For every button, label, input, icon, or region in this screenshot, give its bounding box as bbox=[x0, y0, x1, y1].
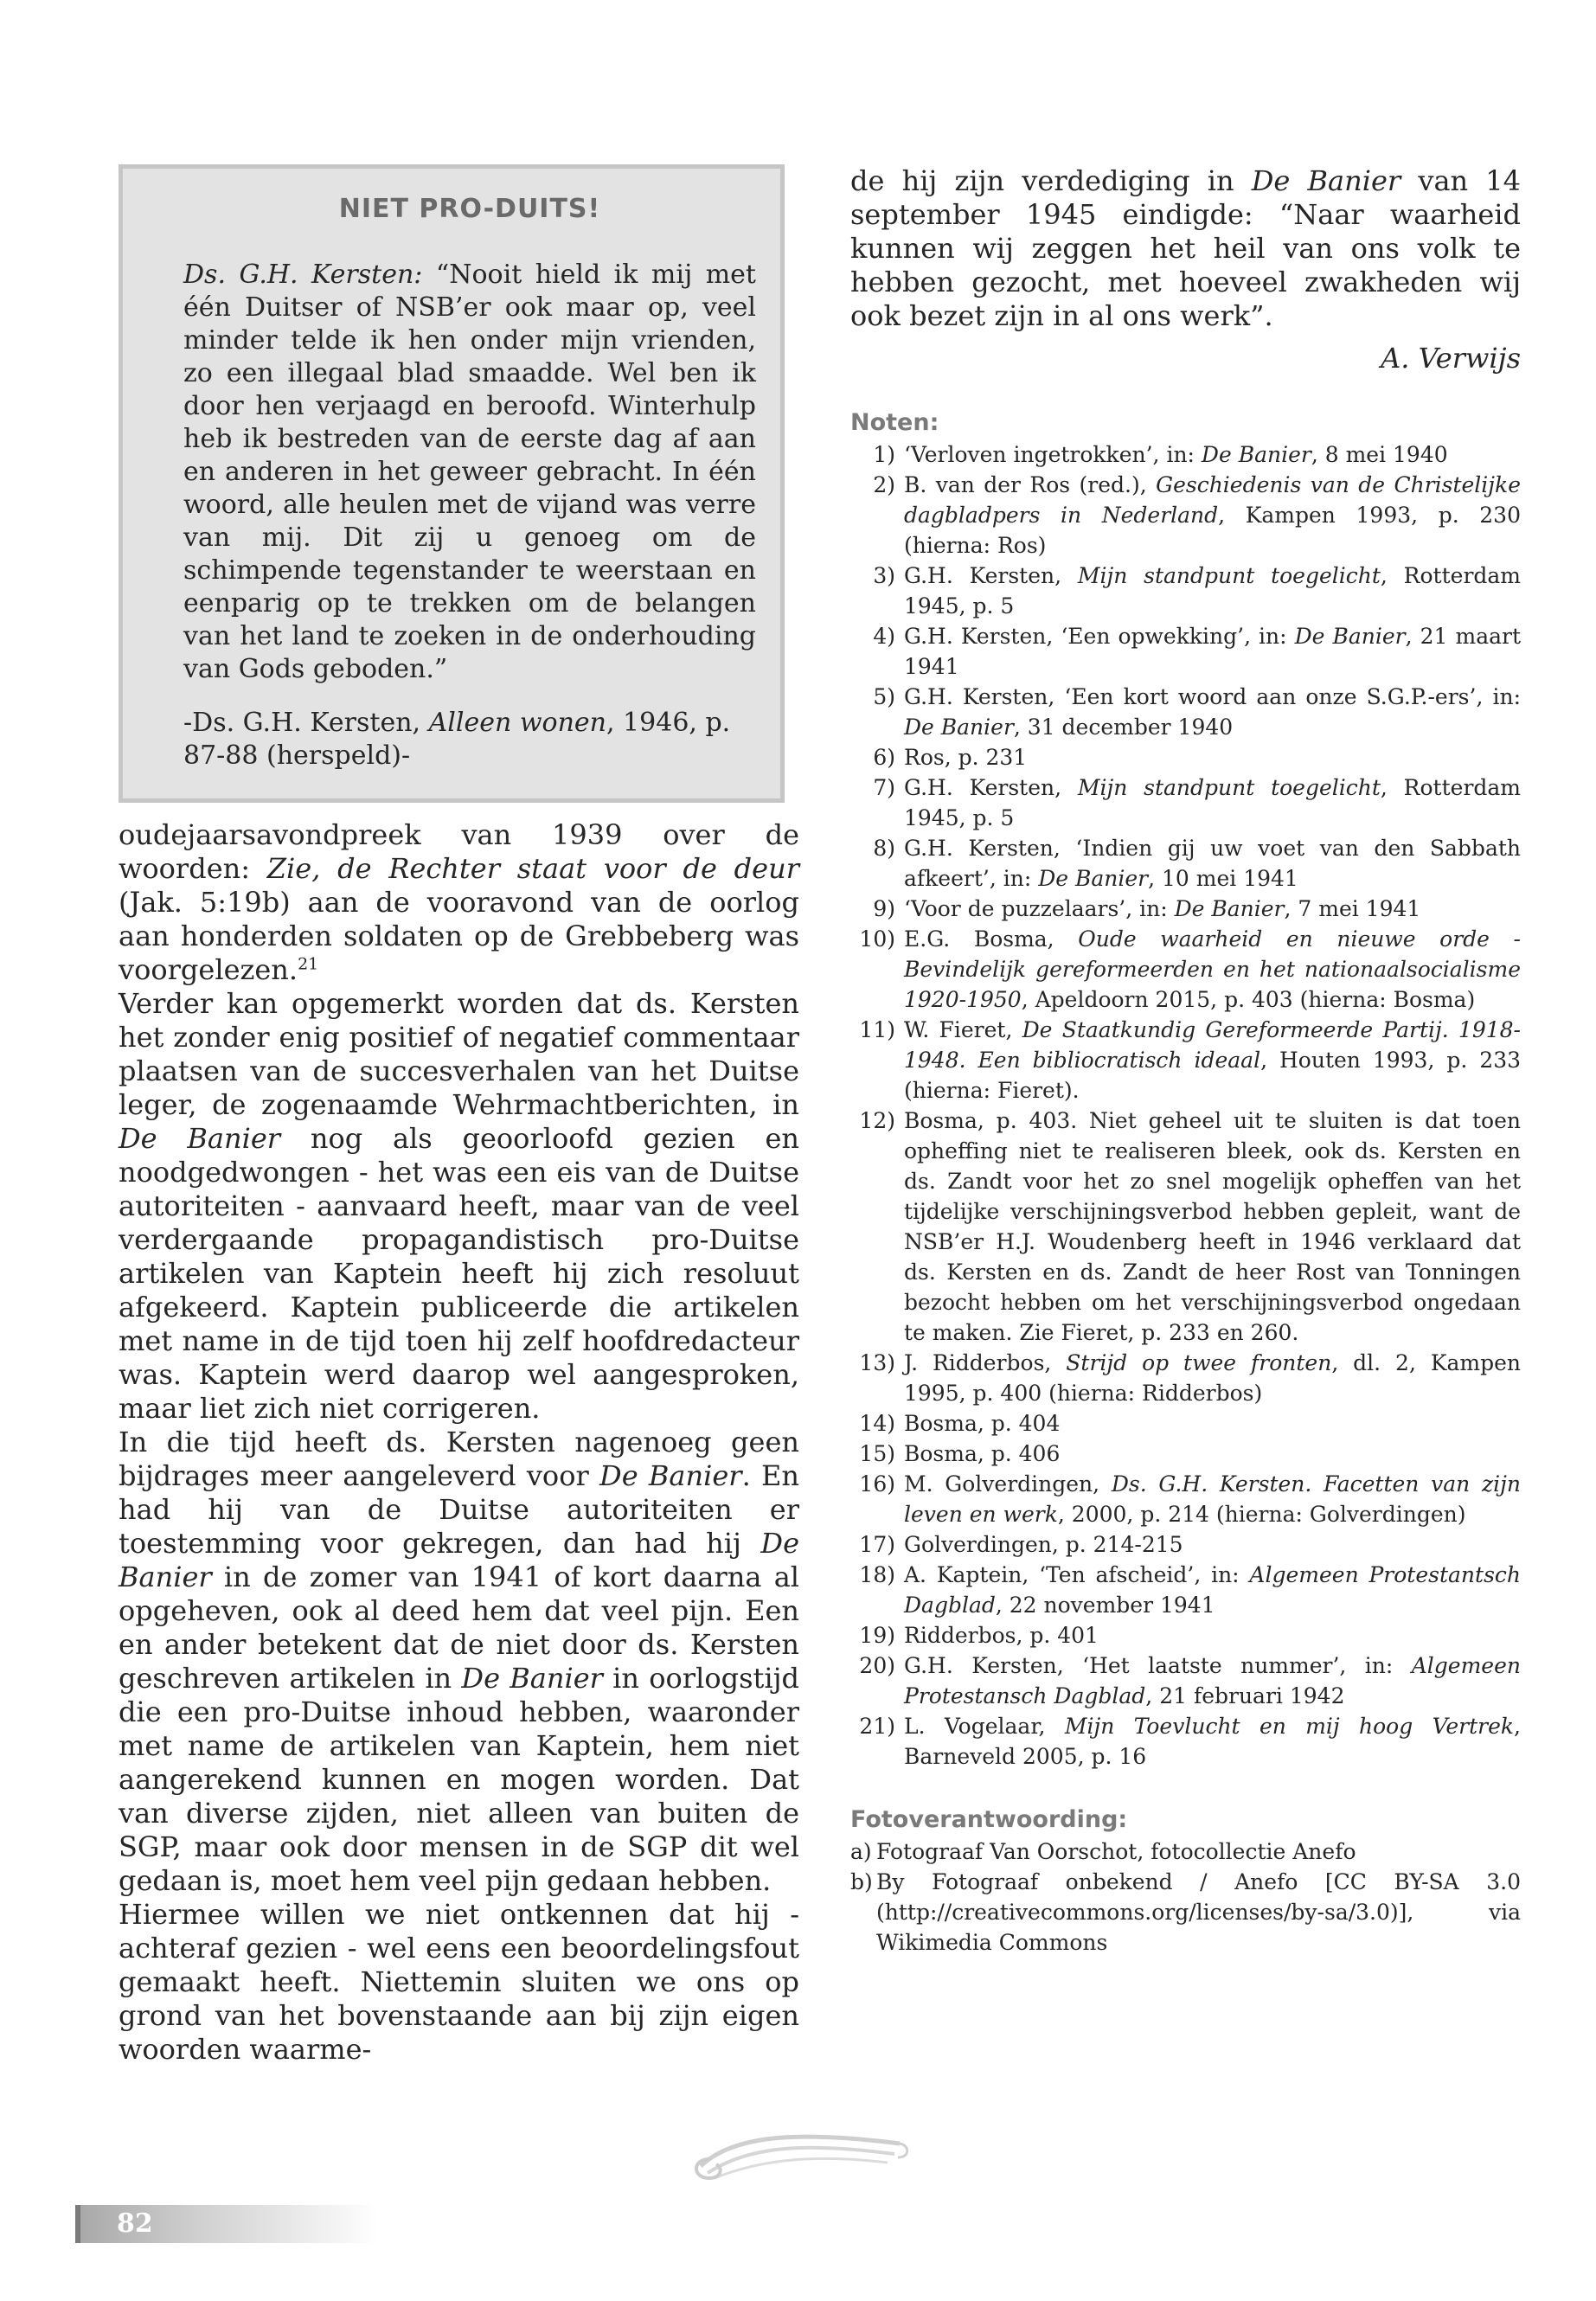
note-item bbox=[850, 1439, 1521, 1469]
note-text: G.H. Kersten, Mijn standpunt toegelicht, Rotterdam 1945, p. 5 bbox=[904, 563, 1522, 619]
note-text: Golverdingen, p. 214-215 bbox=[904, 1532, 1183, 1557]
page-number: 82 bbox=[117, 2208, 153, 2239]
credit-item bbox=[850, 1867, 1521, 1958]
note-number: 3) bbox=[873, 563, 895, 588]
quote-text: Ds. G.H. Kersten: “Nooit hield ik mij met één Duitser of NSB’er ook maar op, veel minder telde ik hen onder mijn vrienden, zo een illegaal blad smaadde. Wel ben ik door hen verjaagd en beroofd. Winterhulp heb ik bestreden van de eerste dag af aan en anderen in het geweer gebracht. In één woord, alle heulen met de vijand was verre van mij. Dit zij u genoeg om de schimpende tegenstander te weerstaan en eenparig op te trekken om de belangen van het land te zoeken in de onderhouding van Gods geboden.” bbox=[183, 260, 756, 684]
paragraph: Hiermee willen we niet ontkennen dat hij - achteraf gezien - wel eens een beoordelingsfout gemaakt heeft. Niettemin sluiten we ons op grond van het bovenstaande aan bij zijn eigen woorden waarme- bbox=[119, 1898, 799, 2066]
note-number: 9) bbox=[873, 896, 895, 921]
note-text: E.G. Bosma, Oude waarheid en nieuwe orde - Bevindelijk gereformeerden en het nationaalsocialisme 1920-1950, Apeldoorn 2015, p. 403 (hierna: Bosma) bbox=[904, 926, 1521, 1012]
note-text: Bosma, p. 406 bbox=[904, 1441, 1061, 1466]
note-text: G.H. Kersten, ‘Een kort woord aan onze S.G.P.-ers’, in: De Banier, 31 december 1940 bbox=[904, 684, 1521, 740]
note-text: W. Fieret, De Staatkundig Gereformeerde Partij. 1918-1948. Een bibliocratisch ideaal, Houten 1993, p. 233 (hierna: Fieret). bbox=[904, 1017, 1522, 1103]
author-signature: A. Verwijs bbox=[1381, 342, 1521, 375]
note-text: A. Kaptein, ‘Ten afscheid’, in: Algemeen Protestantsch Dagblad, 22 november 1941 bbox=[904, 1562, 1522, 1618]
note-item bbox=[850, 682, 1521, 742]
credit-item bbox=[850, 1836, 1521, 1867]
note-number: 19) bbox=[859, 1623, 895, 1648]
note-item bbox=[850, 561, 1521, 621]
note-number: 15) bbox=[859, 1441, 895, 1466]
note-item bbox=[850, 1529, 1521, 1560]
note-item bbox=[850, 1620, 1521, 1650]
note-number: 12) bbox=[859, 1108, 895, 1133]
note-text: B. van der Ros (red.), Geschiedenis van de Christelijke dagbladpers in Nederland, Kampen 1993, p. 230 (hierna: Ros) bbox=[904, 472, 1521, 558]
note-text: G.H. Kersten, ‘Een opwekking’, in: De Banier, 21 maart 1941 bbox=[904, 624, 1522, 679]
note-number: 10) bbox=[859, 926, 895, 952]
note-text: Bosma, p. 403. Niet geheel uit te sluiten is dat toen opheffing niet te realiseren bleek, ook ds. Kersten en ds. Zandt voor het zo snel mogelijk opheffen van het tijdelijke verschijningsverbod hebben gepleit, want de NSB’er H.J. Woudenberg heeft in 1946 verklaard dat ds. Kersten en ds. Zandt de heer Rost van Tonningen bezocht hebben om het verschijningsverbod ongedaan te maken. Zie Fieret, p. 233 en 260. bbox=[904, 1108, 1521, 1345]
note-number: 11) bbox=[859, 1017, 895, 1042]
quote-source: -Ds. G.H. Kersten, Alleen wonen, 1946, p. 87-88 (herspeld)- bbox=[183, 708, 731, 771]
note-text: Bosma, p. 404 bbox=[904, 1411, 1061, 1436]
note-text: G.H. Kersten, ‘Het laatste nummer’, in: Algemeen Protestansch Dagblad, 21 februari 1942 bbox=[904, 1653, 1521, 1708]
note-number: 2) bbox=[873, 472, 895, 497]
note-number: 18) bbox=[859, 1562, 895, 1587]
note-item bbox=[850, 924, 1521, 1015]
quote-box-title: NIET PRO-DUITS! bbox=[338, 194, 601, 224]
note-item bbox=[850, 772, 1521, 833]
note-item bbox=[850, 621, 1521, 682]
note-text: ‘Voor de puzzelaars’, in: De Banier, 7 mei 1941 bbox=[904, 896, 1421, 921]
paragraph: In die tijd heeft ds. Kersten nagenoeg geen bijdrages meer aangeleverd voor De Banier. En had hij van de Duitse autoriteiten er toestemming voor gekregen, dan had hij De Banier in de zomer van 1941 of kort daarna al opgeheven, ook al deed hem dat veel pijn. Een en ander betekent dat de niet door ds. Kersten geschreven artikelen in De Banier in oorlogstijd die een pro-Duitse inhoud hebben, waaronder met name de artikelen van Kaptein, hem niet aangerekend kunnen en mogen worden. Dat van diverse zijden, niet alleen van buiten de SGP, maar ook door mensen in de SGP dit wel gedaan is, moet hem veel pijn gedaan hebben. bbox=[119, 1426, 800, 1897]
paragraph: de hij zijn verdediging in De Banier van 14 september 1945 eindigde: “Naar waarheid kunnen wij zeggen het heil van ons volk te hebben gezocht, met hoeveel zwakheden wij ook bezet zijn in al ons werk”. bbox=[850, 164, 1522, 332]
note-text: L. Vogelaar, Mijn Toevlucht en mij hoog Vertrek, Barneveld 2005, p. 16 bbox=[904, 1714, 1521, 1769]
notes-list bbox=[850, 439, 1521, 1772]
right-column bbox=[850, 164, 1521, 1958]
notes-heading: Noten: bbox=[850, 409, 939, 436]
note-text: ‘Verloven ingetrokken’, in: De Banier, 8 mei 1940 bbox=[904, 442, 1448, 467]
note-number: 7) bbox=[873, 775, 895, 800]
note-number: 14) bbox=[859, 1411, 895, 1436]
note-item bbox=[850, 894, 1521, 924]
note-number: 17) bbox=[859, 1532, 895, 1557]
note-number: 6) bbox=[873, 745, 895, 770]
note-text: G.H. Kersten, ‘Indien gij uw voet van den Sabbath afkeert’, in: De Banier, 10 mei 1941 bbox=[904, 836, 1521, 891]
quote-speaker: Ds. G.H. Kersten: bbox=[183, 260, 423, 290]
paragraph: oudejaarsavondpreek van 1939 over de woorden: Zie, de Rechter staat voor de deur (Jak. 5:19b) aan de vooravond van de oorlog aan honderden soldaten op de Grebbeberg was voorgelezen.$^{21}$ bbox=[119, 818, 799, 986]
article-body-left bbox=[119, 818, 799, 2067]
credit-text: Fotograaf Van Oorschot, fotocollectie Anefo bbox=[876, 1839, 1356, 1864]
note-item bbox=[850, 439, 1521, 470]
page-number-bar-edge bbox=[75, 2205, 80, 2243]
note-number: 16) bbox=[859, 1471, 895, 1497]
note-text: Ridderbos, p. 401 bbox=[904, 1623, 1099, 1648]
credits-list bbox=[850, 1836, 1521, 1958]
note-text: Ros, p. 231 bbox=[904, 745, 1028, 770]
quote-box bbox=[119, 164, 785, 803]
note-number: 5) bbox=[873, 684, 895, 709]
credit-label: a) bbox=[850, 1839, 872, 1864]
note-item bbox=[850, 470, 1521, 561]
note-number: 8) bbox=[873, 836, 895, 861]
note-number: 21) bbox=[859, 1714, 895, 1739]
note-item bbox=[850, 1650, 1521, 1711]
article-body-right bbox=[850, 164, 1521, 333]
credit-label: b) bbox=[850, 1869, 873, 1894]
note-item bbox=[850, 1348, 1521, 1408]
note-text: J. Ridderbos, Strijd op twee fronten, dl. 2, Kampen 1995, p. 400 (hierna: Ridderbos) bbox=[904, 1350, 1522, 1406]
note-item bbox=[850, 1560, 1521, 1620]
note-number: 1) bbox=[873, 442, 895, 467]
credit-text: By Fotograaf onbekend / Anefo [CC BY-SA 3.0 (http://creativecommons.org/licenses/by-sa/3.0)], via Wikimedia Commons bbox=[876, 1869, 1521, 1955]
left-column bbox=[119, 164, 799, 2067]
note-number: 13) bbox=[859, 1350, 895, 1375]
credits-heading: Fotoverantwoording: bbox=[850, 1806, 1128, 1833]
note-item bbox=[850, 742, 1521, 772]
note-item bbox=[850, 1711, 1521, 1772]
note-item bbox=[850, 1015, 1521, 1106]
decorative-swirl-icon bbox=[683, 2125, 917, 2185]
note-number: 20) bbox=[859, 1653, 895, 1678]
note-text: M. Golverdingen, Ds. G.H. Kersten. Facetten van zijn leven en werk, 2000, p. 214 (hierna: Golverdingen) bbox=[904, 1471, 1521, 1527]
note-item bbox=[850, 1469, 1521, 1529]
page-number-bar bbox=[75, 2205, 378, 2243]
note-item bbox=[850, 1408, 1521, 1439]
paragraph: Verder kan opgemerkt worden dat ds. Kersten het zonder enig positief of negatief commentaar plaatsen van de succesverhalen van het Duitse leger, de zogenaamde Wehrmachtberichten, in De Banier nog als geoorloofd gezien en noodgedwongen - het was een eis van de Duitse autoriteiten - aanvaard heeft, maar van de veel verdergaande propagandistisch pro-Duitse artikelen van Kaptein heeft hij zich resoluut afgekeerd. Kaptein publiceerde die artikelen met name in de tijd toen hij zelf hoofdredacteur was. Kaptein werd daarop wel aangesproken, maar liet zich niet corrigeren. bbox=[119, 987, 799, 1425]
note-text: G.H. Kersten, Mijn standpunt toegelicht, Rotterdam 1945, p. 5 bbox=[904, 775, 1522, 830]
note-item bbox=[850, 1106, 1521, 1348]
note-item bbox=[850, 833, 1521, 894]
note-number: 4) bbox=[873, 624, 895, 649]
footnote-ref: 21 bbox=[298, 954, 319, 974]
